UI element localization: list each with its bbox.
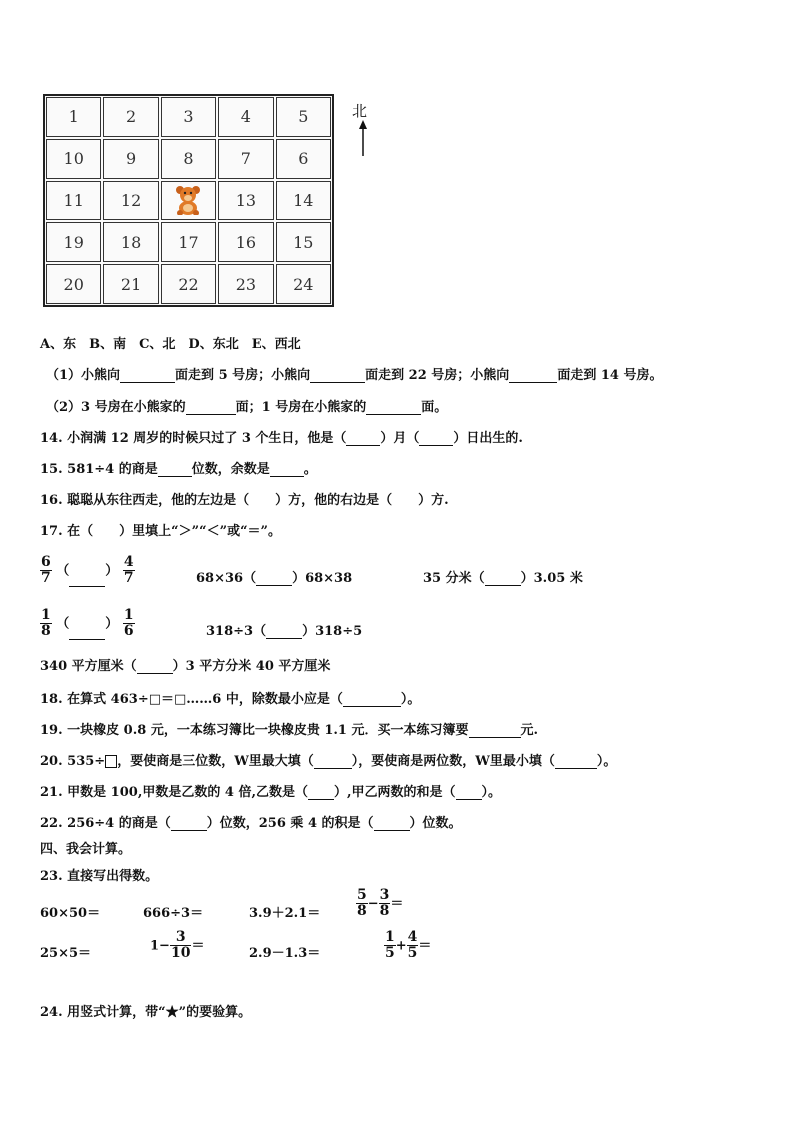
calc-fraction-item: $\frac{5}{8}$ − $\frac{3}{8}$ ＝ [357, 887, 404, 920]
grid-cell: 10 [46, 139, 101, 179]
options-line: A、东 B、南 C、北 D、东北 E、西北 [40, 337, 301, 352]
q13-part1: （1）小熊向 面走到 5 号房；小熊向 面走到 22 号房；小熊向 面走到 14 号房。 [46, 368, 663, 383]
q24: 24. 用竖式计算，带“★”的要验算。 [40, 1005, 252, 1020]
answer-blank[interactable] [366, 414, 421, 415]
answer-blank[interactable] [310, 382, 365, 383]
q17-row1-item1: $\frac{6}{7}$ （ ） $\frac{4}{7}$ [41, 554, 134, 587]
grid-cell: 20 [46, 264, 101, 304]
answer-blank[interactable] [256, 585, 292, 586]
answer-blank[interactable] [137, 673, 173, 674]
grid-cell: 11 [46, 181, 101, 221]
answer-blank[interactable] [343, 706, 401, 707]
grid-cell: 24 [276, 264, 331, 304]
q13-part2: （2）3 号房在小熊家的 面；1 号房在小熊家的 面。 [46, 400, 448, 415]
calc-item: 2.9－1.3＝ [249, 946, 321, 961]
calc-fraction-item: 1− $\frac{3}{10}$ ＝ [150, 929, 205, 962]
north-label: 北 [352, 102, 368, 120]
grid-cell: 21 [103, 264, 158, 304]
answer-blank[interactable] [69, 639, 105, 640]
grid-cell: 15 [276, 222, 331, 262]
calc-item: 666÷3＝ [143, 906, 204, 921]
q17-row3: 340 平方厘米（ ）3 平方分米 40 平方厘米 [40, 659, 331, 674]
q21: 21. 甲数是 100,甲数是乙数的 4 倍,乙数是（ ）,甲乙两数的和是（ ）。 [40, 785, 502, 800]
q17-row2-item1: $\frac{1}{8}$ （ ） $\frac{1}{6}$ [41, 607, 134, 640]
q18: 18. 在算式 463÷□＝□……6 中，除数最小应是（ ）。 [40, 692, 421, 707]
section-four-title: 四、我会计算。 [40, 842, 132, 857]
grid-cell: 23 [218, 264, 273, 304]
grid-cell: 16 [218, 222, 273, 262]
answer-blank[interactable] [469, 737, 521, 738]
answer-blank[interactable] [158, 476, 192, 477]
grid-cell: 2 [103, 97, 158, 137]
answer-blank[interactable] [346, 445, 380, 446]
grid-cell: 17 [161, 222, 216, 262]
grid-cell: 22 [161, 264, 216, 304]
bear-icon [174, 185, 202, 215]
grid-cell: 14 [276, 181, 331, 221]
grid-cell: 6 [276, 139, 331, 179]
answer-blank[interactable] [266, 638, 302, 639]
answer-blank[interactable] [186, 414, 236, 415]
q20: 20. 535÷ ，要使商是三位数，W里最大填（ ），要使商是两位数，W里最小填（ ）。 [40, 754, 617, 769]
grid-cell: 1 [46, 97, 101, 137]
answer-blank[interactable] [270, 476, 304, 477]
grid-cell: 8 [161, 139, 216, 179]
q17-row1-item2: 68×36（ ）68×38 [196, 571, 353, 586]
room-grid [43, 94, 334, 307]
answer-blank[interactable] [419, 445, 453, 446]
calc-item: 3.9＋2.1＝ [249, 906, 321, 921]
q17-row1-item3: 35 分米（ ）3.05 米 [423, 571, 583, 586]
grid-cell: 4 [218, 97, 273, 137]
grid-cell: 5 [276, 97, 331, 137]
north-arrow-icon [358, 120, 368, 156]
grid-cell: 9 [103, 139, 158, 179]
calc-item: 25×5＝ [40, 946, 92, 961]
answer-blank[interactable] [69, 586, 105, 587]
answer-blank[interactable] [308, 799, 334, 800]
q17: 17. 在（ ）里填上“＞”“＜”或“＝”。 [40, 524, 282, 539]
answer-blank[interactable] [120, 382, 175, 383]
q15: 15. 581÷4 的商是 位数，余数是 。 [40, 462, 317, 477]
box-icon [105, 755, 117, 768]
q19: 19. 一块橡皮 0.8 元，一本练习簿比一块橡皮贵 1.1 元．买一本练习簿要 元. [40, 723, 539, 738]
grid-cell: 13 [218, 181, 273, 221]
q22: 22. 256÷4 的商是（ ）位数，256 乘 4 的积是（ ）位数。 [40, 816, 462, 831]
grid-cell: 12 [103, 181, 158, 221]
answer-blank[interactable] [555, 768, 597, 769]
answer-blank[interactable] [171, 830, 207, 831]
grid-cell: 18 [103, 222, 158, 262]
q17-row2-item2: 318÷3（ ）318÷5 [206, 624, 363, 639]
q23: 23. 直接写出得数。 [40, 869, 159, 884]
grid-cell: 7 [218, 139, 273, 179]
calc-fraction-item: $\frac{1}{5}$ + $\frac{4}{5}$ ＝ [385, 929, 432, 962]
bear-cell [161, 181, 216, 221]
q14: 14. 小润满 12 周岁的时候只过了 3 个生日，他是（ ）月（ ）日出生的. [40, 431, 523, 446]
q16: 16. 聪聪从东往西走，他的左边是（ ）方，他的右边是（ ）方. [40, 493, 449, 508]
answer-blank[interactable] [509, 382, 557, 383]
answer-blank[interactable] [456, 799, 482, 800]
grid-cell: 3 [161, 97, 216, 137]
answer-blank[interactable] [314, 768, 352, 769]
calc-item: 60×50＝ [40, 906, 101, 921]
grid-cell: 19 [46, 222, 101, 262]
answer-blank[interactable] [374, 830, 410, 831]
answer-blank[interactable] [485, 585, 521, 586]
